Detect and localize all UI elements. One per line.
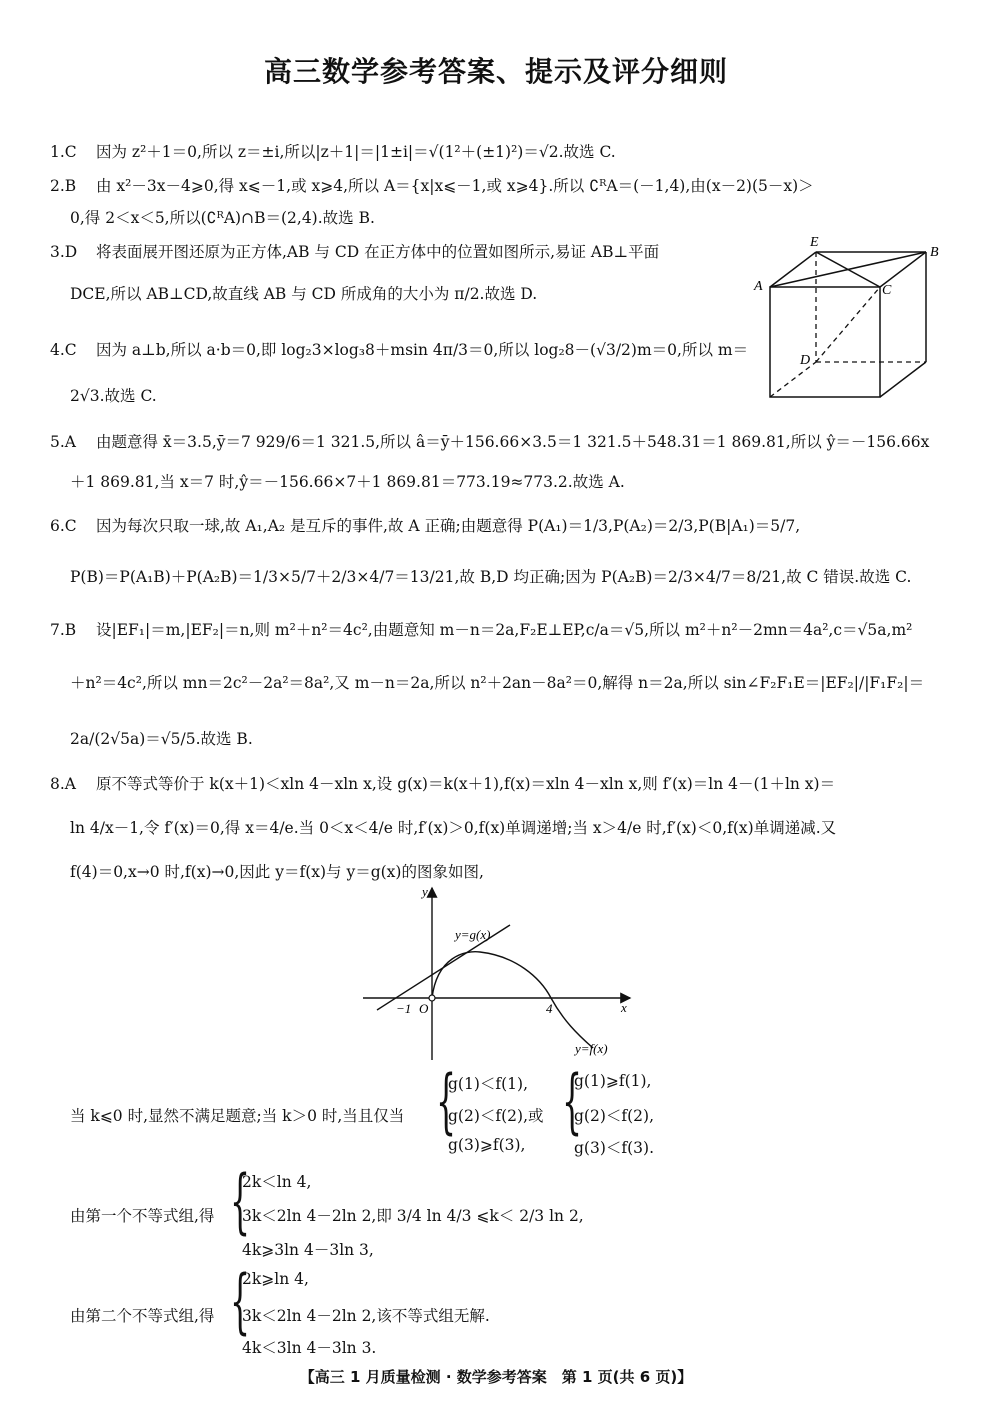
answer-2 [50, 174, 814, 196]
answer-text: 因为每次只取一球,故 A₁,A₂ 是互斥的事件,故 A 正确;由题意得 P(A₁)＝1/3,P(A₂)＝2/3,P(B|A₁)＝5/7, [96, 517, 801, 535]
cube-label-b: B [930, 245, 939, 260]
condition-a2: g(2)＜f(2),或 [448, 1107, 544, 1125]
cube-label-a: A [754, 279, 763, 294]
brace: { [436, 1060, 457, 1142]
answer-8 [50, 772, 835, 794]
cube-label-e: E [810, 235, 819, 250]
graph-label-f: y=f(x) [575, 1041, 608, 1056]
brace: { [230, 1260, 251, 1342]
answer-number: 1.C [50, 143, 77, 161]
answer-5-cont: ＋1 869.81,当 x＝7 时,ŷ＝－156.66×7＋1 869.81＝773.19≈773.2.故选 A. [70, 473, 625, 491]
answer-2-cont: 0,得 2＜x＜5,所以(∁ᴿA)∩B＝(2,4).故选 B. [70, 209, 375, 227]
brace: { [230, 1160, 251, 1242]
answer-number: 6.C [50, 517, 77, 535]
cube-figure [748, 232, 948, 410]
condition-a1: g(1)＜f(1), [448, 1075, 528, 1093]
answer-1 [50, 140, 616, 162]
graph-origin: O [419, 1001, 429, 1016]
cube-label-c: C [882, 283, 892, 298]
brace: { [562, 1060, 583, 1142]
answer-4 [50, 338, 748, 360]
answer-text: 由题意得 x̄＝3.5,ȳ＝7 929/6＝1 321.5,所以 â＝ȳ＋156.66×3.5＝1 321.5＋548.31＝1 869.81,所以 ŷ＝－156.66x [96, 433, 930, 451]
condition-lead: 当 k⩽0 时,显然不满足题意;当 k＞0 时,当且仅当 [70, 1107, 405, 1125]
graph-tick-4: 4 [546, 1001, 553, 1016]
answer-3-cont: DCE,所以 AB⊥CD,故直线 AB 与 CD 所成角的大小为 π/2.故选 D. [70, 285, 538, 303]
system1-lead: 由第一个不等式组,得 [70, 1207, 215, 1225]
answer-number: 3.D [50, 243, 78, 261]
page-title: 高三数学参考答案、提示及评分细则 [263, 55, 728, 88]
graph-tick-neg1: −1 [396, 1001, 412, 1016]
answer-number: 8.A [50, 775, 76, 793]
system1-line2: 3k＜2ln 4－2ln 2,即 3/4 ln 4/3 ⩽k＜ 2/3 ln 2, [242, 1207, 584, 1225]
answer-7-cont: ＋n²＝4c²,所以 mn＝2c²－2a²＝8a²,又 m－n＝2a,所以 n²＋2an－8a²＝0,解得 n＝2a,所以 sin∠F₂F₁E＝|EF₂|/|F₁F₂|＝ [70, 674, 925, 692]
answer-text: 设|EF₁|＝m,|EF₂|＝n,则 m²＋n²＝4c²,由题意知 m－n＝2a,F₂E⊥EP,c/a＝√5,所以 m²＋n²－2mn＝4a²,c＝√5a,m² [96, 621, 913, 639]
answer-8-cont2: f(4)＝0,x→0 时,f(x)→0,因此 y＝f(x)与 y＝g(x)的图象如图, [70, 863, 484, 881]
system2-line3: 4k＜3ln 4－3ln 3. [242, 1339, 377, 1357]
system1-line1: 2k＜ln 4, [242, 1173, 312, 1191]
condition-b3: g(3)＜f(3). [574, 1139, 654, 1157]
answer-5 [50, 430, 929, 452]
answer-6-cont: P(B)＝P(A₁B)＋P(A₂B)＝1/3×5/7＋2/3×4/7＝13/21,故 B,D 均正确;因为 P(A₂B)＝2/3×4/7＝8/21,故 C 错误.故选 C. [70, 568, 912, 586]
answer-6 [50, 514, 800, 536]
condition-b2: g(2)＜f(2), [574, 1107, 654, 1125]
system2-line1: 2k⩾ln 4, [242, 1270, 309, 1288]
answer-3 [50, 240, 659, 262]
system2-line2: 3k＜2ln 4－2ln 2,该不等式组无解. [242, 1307, 490, 1325]
page-footer: 【高三 1 月质量检测 · 数学参考答案 第 1 页(共 6 页)】 [299, 1368, 693, 1386]
answer-number: 2.B [50, 177, 77, 195]
system2-lead: 由第二个不等式组,得 [70, 1307, 215, 1325]
answer-number: 7.B [50, 621, 77, 639]
graph-axis-y: y [422, 884, 428, 899]
cube-label-d: D [800, 353, 811, 368]
answer-7 [50, 618, 912, 640]
condition-a3: g(3)⩾f(3), [448, 1136, 526, 1154]
function-graph [355, 882, 645, 1064]
graph-label-g: y=g(x) [455, 927, 491, 942]
answer-text: 将表面展开图还原为正方体,AB 与 CD 在正方体中的位置如图所示,易证 AB⊥平面 [96, 243, 660, 261]
answer-text: 因为 z²＋1＝0,所以 z＝±i,所以|z＋1|＝|1±i|＝√(1²＋(±1)²)＝√2.故选 C. [96, 143, 616, 161]
answer-7-cont2: 2a/(2√5a)＝√5/5.故选 B. [70, 730, 253, 748]
condition-b1: g(1)⩾f(1), [574, 1072, 652, 1090]
answer-8-cont: ln 4/x－1,令 f′(x)＝0,得 x＝4/e.当 0＜x＜4/e 时,f′(x)＞0,f(x)单调递增;当 x＞4/e 时,f′(x)＜0,f(x)单调递减.又 [70, 819, 837, 837]
answer-text: 由 x²－3x－4⩾0,得 x⩽－1,或 x⩾4,所以 A＝{x|x⩽－1,或 x⩾4}.所以 ∁ᴿA＝(－1,4),由(x－2)(5－x)＞ [96, 177, 814, 195]
answer-text: 原不等式等价于 k(x＋1)＜xln 4－xln x,设 g(x)＝k(x＋1),f(x)＝xln 4－xln x,则 f′(x)＝ln 4－(1＋ln x)＝ [96, 775, 836, 793]
system1-line3: 4k⩾3ln 4－3ln 3, [242, 1241, 374, 1259]
answer-text: 因为 a⊥b,所以 a·b＝0,即 log₂3×log₃8＋msin 4π/3＝0,所以 log₂8－(√3/2)m＝0,所以 m＝ [96, 341, 749, 359]
answer-number: 5.A [50, 433, 76, 451]
answer-4-cont: 2√3.故选 C. [70, 387, 157, 405]
graph-axis-x: x [621, 1000, 627, 1015]
answer-number: 4.C [50, 341, 77, 359]
